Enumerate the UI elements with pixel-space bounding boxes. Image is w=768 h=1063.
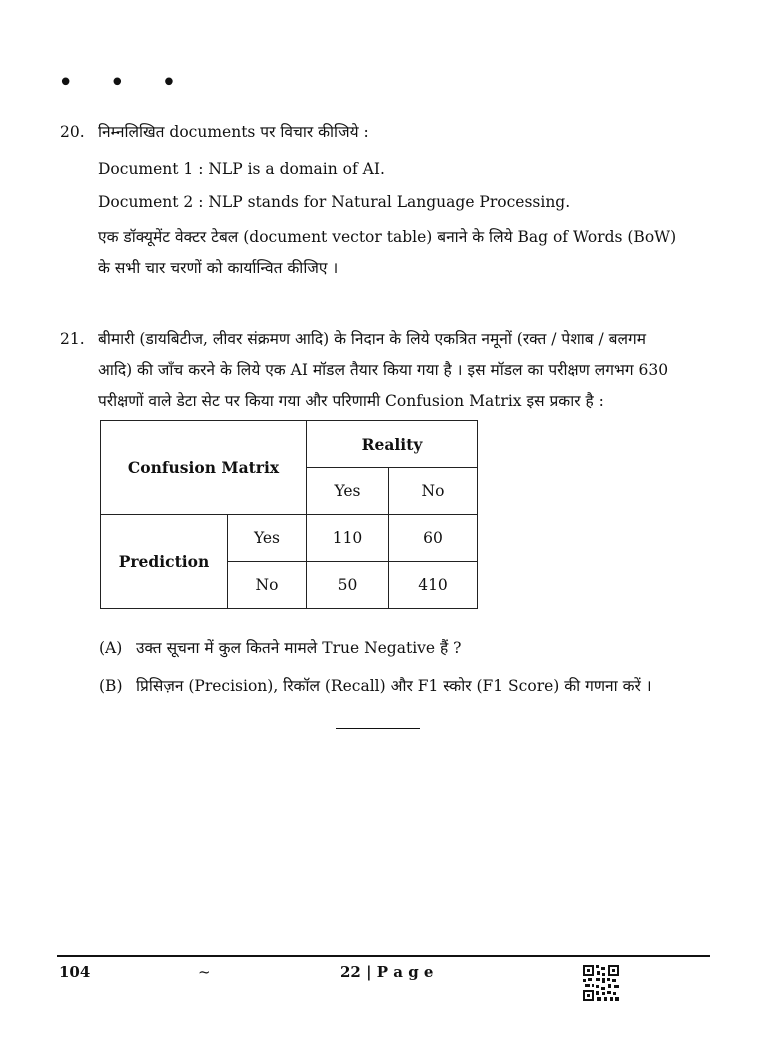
question-21-line-2: आदि) की जाँच करने के लिये एक AI मॉडल तैयार किया गया है । इस मॉडल का परीक्षण लगभग 630 [98, 361, 669, 379]
cell-yes-no: 60 [389, 515, 478, 562]
question-21-line-3: परीक्षणों वाले डेटा सेट पर किया गया और परिणामी Confusion Matrix इस प्रकार है : [98, 392, 604, 410]
cell-no-no: 410 [389, 562, 478, 609]
option-a-label: (A) [99, 639, 123, 657]
question-21-line-1: बीमारी (डायबिटीज, लीवर संक्रमण आदि) के निदान के लिये एकत्रित नमूनों (रक्त / पेशाब / बलगम [98, 330, 647, 348]
question-20-task-line-1: एक डॉक्यूमेंट वेक्टर टेबल (document vector table) बनाने के लिये Bag of Words (BoW) [98, 228, 677, 246]
question-20-number: 20. [60, 123, 85, 141]
cell-yes-yes: 110 [307, 515, 389, 562]
footer-code: 104 [59, 963, 91, 981]
end-of-question-rule [336, 728, 420, 729]
qr-code-icon [583, 965, 619, 1001]
prediction-yes-header: Yes [228, 515, 307, 562]
option-a [99, 638, 461, 658]
reality-yes-header: Yes [307, 468, 389, 515]
confusion-matrix-title: Confusion Matrix [101, 421, 307, 515]
reality-no-header: No [389, 468, 478, 515]
confusion-matrix-table [100, 420, 478, 609]
option-a-text: उक्त सूचना में कुल कितने मामले True Negative हैं ? [136, 639, 462, 657]
question-20-task-line-2: के सभी चार चरणों को कार्यान्वित कीजिए । [98, 259, 339, 277]
footer-rule [57, 955, 710, 957]
document-1-line: Document 1 : NLP is a domain of AI. [98, 160, 385, 178]
document-2-line: Document 2 : NLP stands for Natural Language Processing. [98, 193, 571, 211]
option-b-label: (B) [99, 677, 123, 695]
cell-no-yes: 50 [307, 562, 389, 609]
footer-page-number: 22 | P a g e [340, 963, 434, 981]
prediction-header: Prediction [101, 515, 228, 609]
reality-header: Reality [307, 421, 478, 468]
option-b-text: प्रिसिज़न (Precision), रिकॉल (Recall) और F1 स्कोर (F1 Score) की गणना करें । [136, 677, 652, 695]
prediction-no-header: No [228, 562, 307, 609]
ellipsis-dots: • • • [58, 68, 191, 98]
question-21-number: 21. [60, 330, 85, 348]
footer-tilde: ~ [198, 963, 211, 981]
option-b [99, 676, 652, 696]
question-20-prompt: निम्नलिखित documents पर विचार कीजिये : [98, 123, 369, 141]
